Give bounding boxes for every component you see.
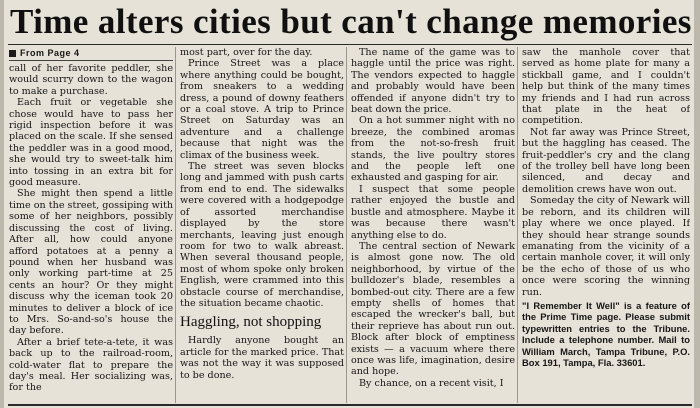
column-3 [351,47,515,403]
paragraph: The name of the game was to haggle until the price was right. The vendors expected to haggle and probably would have been offended if anyone didn't try to beat down the price. [351,47,515,116]
promo-note: "I Remember It Well" is a feature of the Prime Time page. Please submit typewritten entries to the Tribune. Include a telephone number. Mail to William March, Tampa Tribune, P.O. Box 191, Tampa, Fla. 33601. [522,299,690,368]
bottom-rule [8,404,692,406]
paragraph: The central section of Newark is almost gone now. The old neighborhood, by virtue of the bulldozer's blade, resembles a bombed-out city. There are a few empty shells of homes that escaped the wrecker's ball, but their reprieve has about run out. Block after block of emptiness exists — a vacuum where there once was life, imagination, desire and hope. [351,240,515,378]
jump-line [9,47,173,61]
paragraph: After a brief tete-a-tete, it was back up to the railroad-room, cold-water flat to prepare the day's meal. Her socializing was, for the [9,336,173,394]
paragraph: Hardly anyone bought an article for the marked price. That was not the way it was supposed to be done. [180,335,344,381]
paragraph: saw the manhole cover that served as home plate for many a stickball game, and I couldn't help but think of the many times my friends and I had run across that plate in the heat of competition. [522,47,690,127]
paragraph: call of her favorite peddler, she would scurry down to the wagon to make a purchase. [9,63,173,97]
subheading: Haggling, not shopping [180,314,322,331]
jump-label: From Page 4 [20,48,80,58]
paragraph: Each fruit or vegetable she chose would have to pass her rigid inspection before it was placed on the scale. If she sensed the peddler was in a good mood, she would try to sweet-talk him into tossing in an extra bit for good measure. [9,97,173,189]
square-bullet-icon [9,50,16,57]
column-divider [517,47,518,403]
paragraph: By chance, on a recent visit, I [359,377,504,389]
headline-rule [8,44,692,45]
column-1 [9,47,173,403]
column-divider [175,47,176,403]
paragraph: Someday the city of Newark will be reborn, and its children will play where we once played. If they should hear strange sounds emanating from the vicinity of a certain manhole cover, it will only be the echo of those of us who once were scoring the winning run. [522,195,690,298]
column-2 [180,47,344,403]
paragraph: On a hot summer night with no breeze, the combined aromas from the not-so-fresh fruit stands, the live poultry stores and the people left one exhausted and gasping for air. [351,115,515,184]
column-4 [522,47,690,403]
headline: Time alters cities but can't change memories [10,2,692,41]
paragraph: I suspect that some people rather enjoyed the bustle and bustle and atmosphere. Maybe it was because there wasn't anything else to do. [351,183,515,241]
paragraph: Not far away was Prince Street, but the haggling has ceased. The fruit-peddler's cry and the clang of the trolley bell have long been silenced, and decay and demolition crews have won out. [522,126,690,195]
paragraph: The street was seven blocks long and jammed with push carts from end to end. The sidewalks were covered with a hodgepodge of assorted merchandise displayed by the store merchants, leaving just enough room for two to walk abreast. When several thousand people, most of whom spoke only broken English, were crammed into this obstacle course of merchandise, the situation became chaotic. [180,161,344,309]
paragraph: Prince Street was a place where anything could be bought, from sneakers to a wedding dress, a pound of downy feathers or a coal stove. A trip to Prince Street on Saturday was an adventure and a challenge because that night was the climax of the business week. [180,58,344,161]
paragraph: She might then spend a little time on the street, gossiping with some of her neighbors, possibly discussing the cost of living. After all, how could anyone afford potatoes at a penny a pound when her husband was only working part-time at 25 cents an hour? Or they might discuss why the iceman took 20 minutes to deliver a block of ice to Mrs. So-and-so's house the day before. [9,188,173,337]
paragraph: most part, over for the day. [180,47,313,58]
column-divider [346,47,347,403]
